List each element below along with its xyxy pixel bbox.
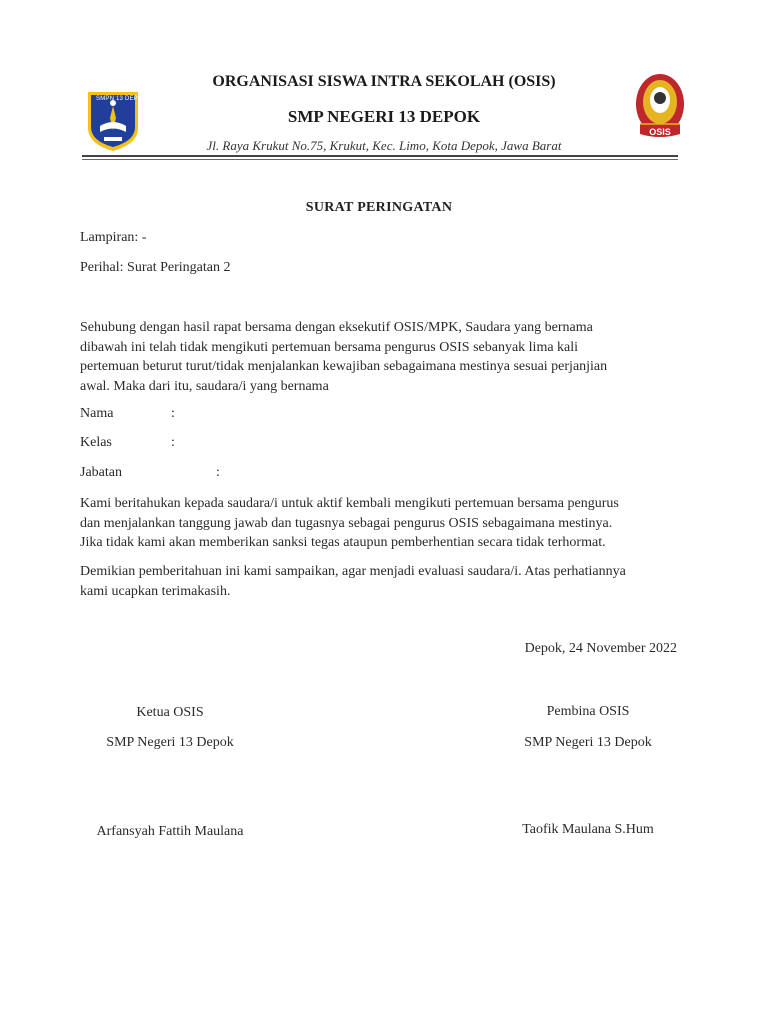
attachment-line: Lampiran: - (80, 230, 147, 245)
paragraph-line: Sehubung dengan hasil rapat bersama dengan eksekutif OSIS/MPK, Saudara yang bernama (80, 320, 593, 335)
paragraph-line: awal. Maka dari itu, saudara/i yang bernama (80, 378, 329, 394)
header-divider-thin (82, 159, 678, 160)
field-colon-kelas: : (171, 435, 175, 450)
closing-paragraph (80, 562, 680, 601)
right-signature-role: Pembina OSIS (546, 704, 630, 719)
paragraph-line: Demikian pemberitahuan ini kami sampaikan, agar menjadi evaluasi saudara/i. Atas perhatiannya (80, 564, 626, 579)
osis-logo-text: OSIS (649, 127, 671, 137)
place-date: Depok, 24 November 2022 (524, 641, 677, 656)
paragraph-line: dan menjalankan tanggung jawab dan tugasnya sebagai pengurus OSIS sebagaimana mestinya. (80, 515, 613, 531)
field-label-nama: Nama (80, 406, 114, 421)
right-signature-name: Taofik Maulana S.Hum (522, 822, 654, 837)
school-logo-text: SMPN 13 DEPOK (96, 96, 147, 102)
subject-line: Perihal: Surat Peringatan 2 (80, 260, 231, 275)
field-colon-jabatan: : (216, 465, 220, 480)
left-signature-role: Ketua OSIS (136, 705, 204, 720)
opening-paragraph (80, 318, 680, 396)
paragraph-line: kami ucapkan terimakasih. (80, 583, 231, 599)
field-label-kelas: Kelas (80, 435, 112, 450)
letter-title: SURAT PERINGATAN (305, 200, 453, 215)
paragraph-line: Kami beritahukan kepada saudara/i untuk aktif kembali mengikuti pertemuan bersama pengurus (80, 496, 619, 511)
left-signature-school: SMP Negeri 13 Depok (106, 735, 234, 750)
instruction-paragraph (80, 494, 680, 553)
paragraph-line: Jika tidak kami akan memberikan sanksi tegas ataupun pemberhentian secara tidak terhormat. (80, 535, 606, 550)
left-signature-name: Arfansyah Fattih Maulana (96, 824, 244, 839)
school-name: SMP NEGERI 13 DEPOK (287, 107, 481, 126)
right-signature-school: SMP Negeri 13 Depok (524, 735, 652, 750)
header-divider (82, 155, 678, 157)
school-address: Jl. Raya Krukut No.75, Krukut, Kec. Limo, Kota Depok, Jawa Barat (206, 138, 562, 153)
organization-title: ORGANISASI SISWA INTRA SEKOLAH (OSIS) (212, 73, 556, 90)
field-label-jabatan: Jabatan (80, 465, 122, 480)
paragraph-line: dibawah ini telah tidak mengikuti pertemuan bersama pengurus OSIS sebanyak lima kali (80, 339, 579, 355)
paragraph-line: pertemuan beturut turut/tidak menjalankan kewajiban sebagaimana mestinya sesuai perjanjian (80, 359, 608, 374)
field-colon-nama: : (171, 406, 175, 421)
